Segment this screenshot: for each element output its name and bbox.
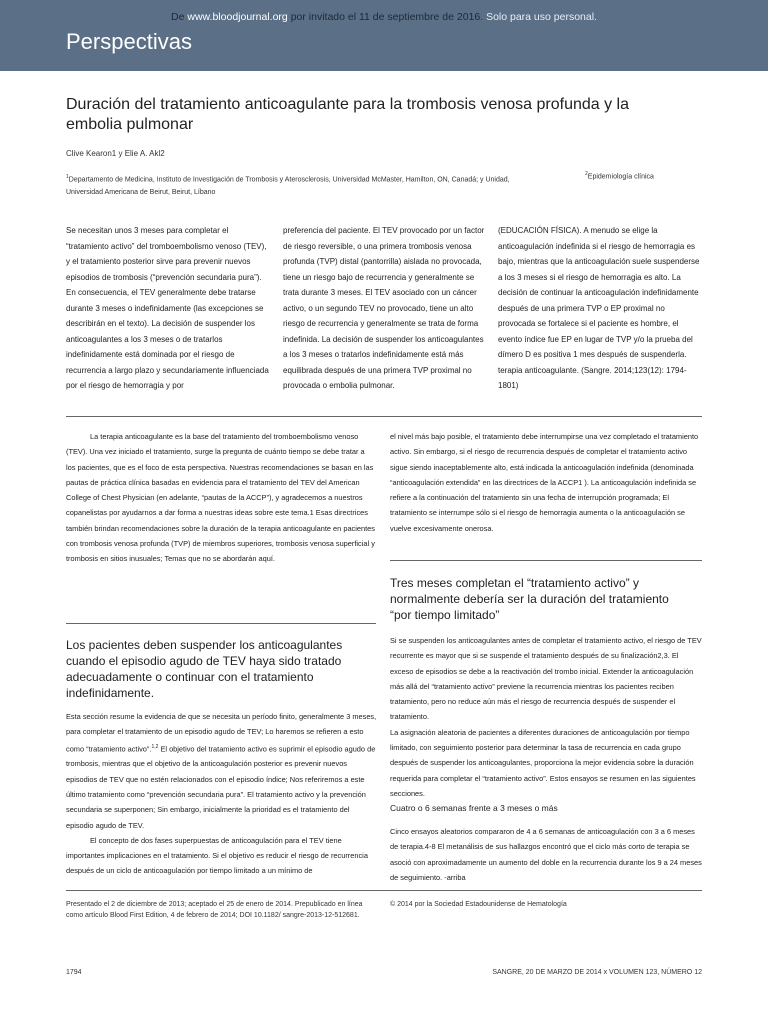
right-paragraph-1: Si se suspenden los anticoagulantes antes de completar el tratamiento activo, el riesgo de TEV recurrente es mayor que si se suspende el tratamiento después de su finalización2,3. El exceso de episodios se debe a la reactivación del trombo inicial. Extender la anticoagulación más allá del “tratamiento activo” previene la recurrencia mientras los pacientes reciben tratamiento, pero no reduce aún más el riesgo de recurrencia después de suspender el tratamiento. bbox=[390, 636, 702, 722]
abstract-divider bbox=[66, 416, 702, 417]
article-title: Duración del tratamiento anticoagulante para la trombosis venosa profunda y la embolia pulmonar bbox=[66, 96, 629, 133]
right-paragraph-3: Cinco ensayos aleatorios compararon de 4 a 6 semanas de anticoagulación con 3 a 6 meses de terapia.4-8 El metanálisis de sus hallazgos encontró que el ciclo más corto de terapia se asoció con aproximadamente un aumento del doble en la recurrencia durante los 9 a 24 meses de seguimiento. -arriba bbox=[390, 827, 702, 882]
heading-stop-or-continue: Los pacientes deben suspender los anticoagulantes cuando el episodio agudo de TEV haya sido tratado adecuadamente o continuar con el tratamiento indefinidamente. bbox=[66, 638, 343, 700]
left-paragraph-1-a: Esta sección resume la evidencia de que se necesita un período finito, generalmente 3 meses, para completar el tratamiento de un episodio agudo de TEV; Lo haremos se refieren a esto como “tratamiento activo”. bbox=[66, 712, 377, 754]
affiliation-2-text: Epidemiología clínica bbox=[587, 173, 654, 181]
access-prefix: De bbox=[171, 11, 188, 23]
right-intro bbox=[390, 429, 702, 536]
aff-sup-2: 2 bbox=[585, 171, 588, 177]
journal-info: SANGRE, 20 DE MARZO DE 2014 x VOLUMEN 123, NÚMERO 12 bbox=[492, 969, 702, 976]
left-paragraph-1-b: El objetivo del tratamiento activo es suprimir el episodio agudo de trombosis, mientras que el objetivo de la anticoagulación posterior es prevenir nuevos episodios de TEV que no estén relacionados con el episodio índice; Nos referiremos a este último tratamiento como “prevención secundaria pura”. El tratamiento activo y la prevención secundaria se superponen; Sin embargo, inicialmente la prioridad es el tratamiento del episodio agudo de TEV. bbox=[66, 744, 376, 830]
right-section-body-2 bbox=[390, 824, 702, 885]
left-paragraph-1 bbox=[66, 709, 378, 833]
right-intro-text: el nivel más bajo posible, el tratamiento debe interrumpirse una vez completado el tratamiento activo. Sin embargo, si el riesgo de recurrencia después de completar el tratamiento activo sigue siendo inaceptablemente alto, está indicada la anticoagulación indefinida (denominada “anticoagulación extendida” en las directrices de la ACCP1 ). La anticoagulación indefinida se refiere a la continuación del tratamiento sin una fecha de interrupción programada; El tratamiento se interrumpe sólo si el riesgo de hemorragia aumenta o la anticoagulación se vuelve excesivamente onerosa. bbox=[390, 432, 699, 533]
affiliation-1 bbox=[66, 171, 536, 199]
invite-text: por invitado el 11 de septiembre de 2016. bbox=[287, 11, 487, 23]
right-section-divider bbox=[390, 560, 702, 561]
left-intro-text: La terapia anticoagulante es la base del tratamiento del tromboembolismo venoso (TEV). Una vez iniciado el tratamiento, surge la pregunta de cuánto tiempo se debe tratar a los pacientes, que es el foco de esta perspectiva. Nuestras recomendaciones se basan en las pautas de práctica clínica basadas en evidencia para el tratamiento del TEV del American College of Chest Physician (en adelante, “pautas de la ACCP”), y agradecemos a nuestros copanelistas por ayudarnos a dar forma a nuestras ideas sobre este tema.1 Esas directrices también brindan recomendaciones sobre la duración de la terapia anticoagulante en pacientes con trombosis venosa profunda (TVP) de miembros superiores, trombosis venosa superficial y trombosis en sitios inusuales; Temas que no se abordarán aquí. bbox=[66, 432, 375, 564]
abstract-col-1-text: Se necesitan unos 3 meses para completar el “tratamiento activo” del tromboembolismo venoso (TEV), y el tratamiento posterior sirve para prevenir nuevos episodios de trombosis (“prevención secundaria pura”). En consecuencia, el TEV generalmente debe tratarse durante 3 meses o indefinidamente (las excepciones se describirán en el texto). La decisión de suspender los anticoagulantes a los 3 meses o de tratarlos indefinidamente está dominada por el riesgo de recurrencia a largo plazo y secundariamente influenciada por el riesgo de hemorragia y por bbox=[66, 226, 269, 390]
authors: Clive Kearon1 y Elie A. Akl2 bbox=[66, 149, 165, 158]
affiliation-1-text: Departamento de Medicina, Instituto de Investigación de Trombosis y Aterosclerosis, Universidad McMaster, Hamilton, ON, Canadá; y Unidad, Universidad Americana de Beirut, Beirut, Líbano bbox=[66, 176, 510, 197]
site-link[interactable]: www.bloodjournal.org bbox=[187, 11, 288, 23]
copyright: © 2014 por la Sociedad Estadounidense de Hematología bbox=[390, 901, 567, 908]
page-number: 1794 bbox=[66, 969, 82, 976]
subheading-four-six-weeks: Cuatro o 6 semanas frente a 3 meses o más bbox=[390, 803, 558, 813]
personal-use-notice: Solo para uso personal. bbox=[486, 11, 597, 23]
abstract-col-1 bbox=[66, 223, 272, 394]
left-intro bbox=[66, 429, 376, 567]
aff-sup-1: 1 bbox=[66, 174, 69, 180]
heading-active-treatment: Tres meses completan el “tratamiento activo” y normalmente debería ser la duración del tratamiento “por tiempo limitado” bbox=[390, 576, 669, 622]
left-paragraph-2: El concepto de dos fases superpuestas de anticoagulación para el TEV tiene importantes implicaciones en el tratamiento. Si el objetivo es reducir el riesgo de recurrencia después de un ciclo de anticoagulación por tiempo limitado a un mínimo de bbox=[66, 835, 368, 876]
abstract-col-3-text: (EDUCACIÓN FÍSICA). A menudo se elige la anticoagulación indefinida si el riesgo de hemorragia es bajo, mientras que la anticoagulación suele suspenderse a los 3 meses si el riesgo de hemorragia es alto. La decisión de continuar la anticoagulación indefinidamente después de una primera TVP o EP proximal no provocada se fortalece si el paciente es hombre, el evento índice fue EP en lugar de TVP y/o la prueba del dímero D es positiva 1 mes después de suspenderla. terapia anticoagulante. (Sangre. 2014;123(12): 1794-1801) bbox=[498, 226, 700, 390]
footer-divider bbox=[66, 890, 702, 891]
section-title: Perspectivas bbox=[66, 29, 192, 54]
affiliation-2 bbox=[585, 171, 654, 180]
abstract-col-3 bbox=[498, 223, 704, 394]
abstract-col-2-text: preferencia del paciente. El TEV provocado por un factor de riesgo reversible, o una primera trombosis venosa profunda (TVP) distal (pantorrilla) aislada no provocada, tiene un riesgo bajo de recurrencia y generalmente se trata durante 3 meses. El TEV asociado con un cáncer activo, o un segundo TEV no provocado, tiene un alto riesgo de recurrencia y generalmente se trata de forma indefinida. La decisión de suspender los anticoagulantes a los 3 meses o tratarlos indefinidamente está más equilibrada después de una primera TVP proximal no provocada o embolia pulmonar. bbox=[283, 226, 485, 390]
left-section-body bbox=[66, 709, 378, 879]
abstract-col-2 bbox=[283, 223, 485, 394]
citation-sup: 1,2 bbox=[151, 743, 159, 750]
submission-info: Presentado el 2 de diciembre de 2013; aceptado el 25 de enero de 2014. Prepublicado en línea como artículo Blood First Edition, 4 de febrero de 2014; DOI 10.1182/ sangre-2013-12-512681. bbox=[66, 901, 363, 919]
access-notice bbox=[0, 11, 768, 23]
right-paragraph-2: La asignación aleatoria de pacientes a diferentes duraciones de anticoagulación por tiempo limitado, con seguimiento posterior para determinar la tasa de recurrencia en cada grupo después de suspender los anticoagulantes, proporciona la mejor evidencia sobre la duración requerida para completar el “tratamiento activo”. Estos ensayos se resumen en las siguientes secciones. bbox=[390, 727, 696, 798]
right-section-body bbox=[390, 633, 702, 801]
left-section-divider bbox=[66, 623, 376, 624]
